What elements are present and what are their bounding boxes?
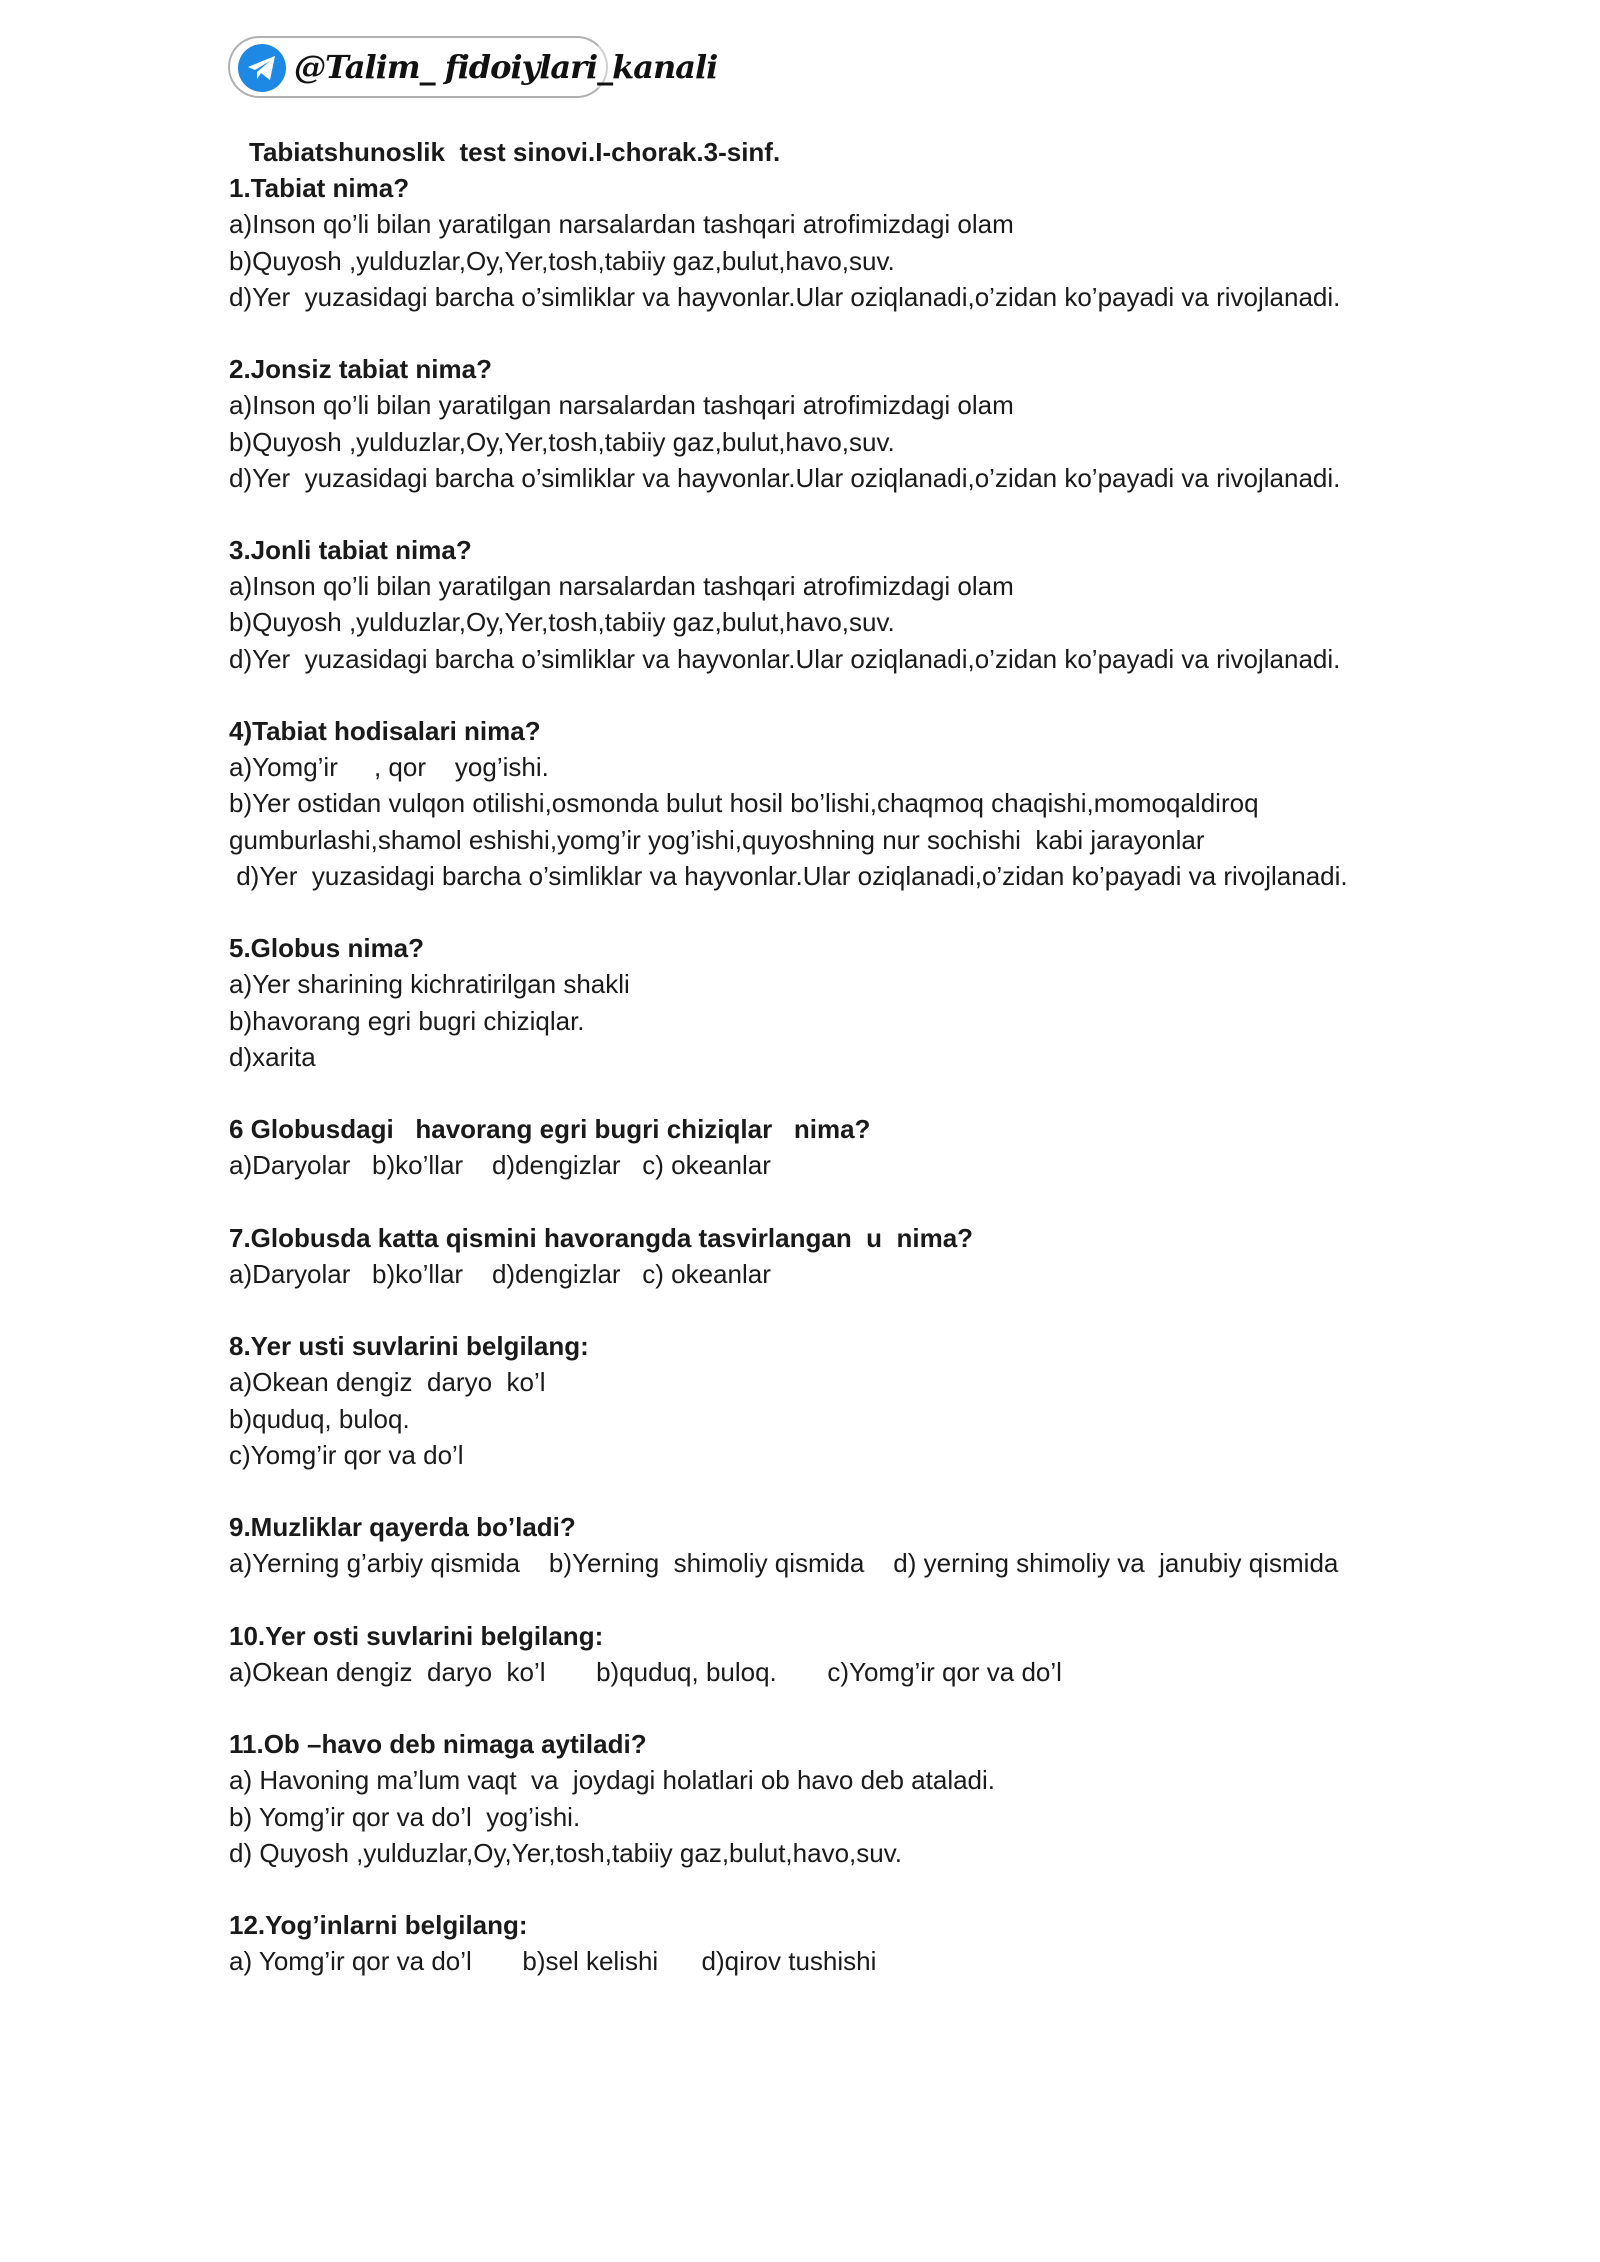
answer-option: a)Daryolar b)ko’llar d)dengizlar c) okeanlar bbox=[229, 1258, 771, 1289]
answer-option: b)quduq, buloq. bbox=[229, 1403, 410, 1434]
answer-option: gumburlashi,shamol eshishi,yomg’ir yog’ishi,quyoshning nur sochishi kabi jarayonlar bbox=[229, 824, 1205, 855]
question-block bbox=[229, 1111, 1429, 1183]
answer-option: b) Yomg’ir qor va do’l yog’ishi. bbox=[229, 1801, 581, 1832]
spacer bbox=[229, 1871, 1429, 1907]
answer-option: b)havorang egri bugri chiziqlar. bbox=[229, 1005, 585, 1036]
question-block bbox=[229, 930, 1429, 1075]
channel-handle: @Talim_ fidoiylari_kanali bbox=[294, 48, 718, 86]
question-text: 6 Globusdagi havorang egri bugri chiziqlar nima? bbox=[229, 1114, 871, 1145]
answer-option: a)Yomg’ir , qor yog’ishi. bbox=[229, 752, 549, 783]
answer-option: a)Yerning g’arbiy qismida b)Yerning shimoliy qismida d) yerning shimoliy va janubiy qismida bbox=[229, 1548, 1339, 1579]
question-text: 9.Muzliklar qayerda bo’ladi? bbox=[229, 1512, 576, 1543]
answer-option: d)Yer yuzasidagi barcha o’simliklar va hayvonlar.Ular oziqlanadi,o’zidan ko’payadi va rivojlanadi. bbox=[229, 860, 1348, 891]
spacer bbox=[229, 1582, 1429, 1618]
answer-option: a)Inson qo’li bilan yaratilgan narsalardan tashqari atrofimizdagi olam bbox=[229, 390, 1014, 421]
answer-option: b)Yer ostidan vulqon otilishi,osmonda bulut hosil bo’lishi,chaqmoq chaqishi,momoqaldiroq bbox=[229, 788, 1259, 819]
spacer bbox=[229, 894, 1429, 930]
answer-option: a)Inson qo’li bilan yaratilgan narsalardan tashqari atrofimizdagi olam bbox=[229, 209, 1014, 240]
question-text: 10.Yer osti suvlarini belgilang: bbox=[229, 1620, 604, 1651]
answer-option: d)xarita bbox=[229, 1041, 316, 1072]
question-block bbox=[229, 351, 1429, 496]
answer-option: b)Quyosh ,yulduzlar,Oy,Yer,tosh,tabiiy gaz,bulut,havo,suv. bbox=[229, 607, 895, 638]
document-title: Tabiatshunoslik test sinovi.I-chorak.3-sinf. bbox=[249, 137, 781, 167]
answer-option: a)Okean dengiz daryo ko’l bbox=[229, 1367, 546, 1398]
question-text: 4)Tabiat hodisalari nima? bbox=[229, 716, 541, 746]
question-block bbox=[229, 170, 1429, 315]
answer-option: d)Yer yuzasidagi barcha o’simliklar va hayvonlar.Ular oziqlanadi,o’zidan ko’payadi va rivojlanadi. bbox=[229, 643, 1341, 674]
question-text: 11.Ob –havo deb nimaga aytiladi? bbox=[229, 1729, 647, 1760]
spacer bbox=[229, 1292, 1429, 1328]
spacer bbox=[229, 496, 1429, 532]
spacer bbox=[229, 677, 1429, 713]
question-text: 8.Yer usti suvlarini belgilang: bbox=[229, 1331, 589, 1362]
question-text: 12.Yog’inlarni belgilang: bbox=[229, 1910, 528, 1941]
spacer bbox=[229, 315, 1429, 351]
answer-option: a) Havoning ma’lum vaqt va joydagi holatlari ob havo deb ataladi. bbox=[229, 1765, 996, 1796]
question-block bbox=[229, 1220, 1429, 1292]
answer-option: a)Okean dengiz daryo ko’l b)quduq, buloq. c)Yomg’ir qor va do’l bbox=[229, 1656, 1062, 1687]
question-block bbox=[229, 1618, 1429, 1690]
answer-option: c)Yomg’ir qor va do’l bbox=[229, 1439, 464, 1470]
question-block bbox=[229, 713, 1429, 894]
spacer bbox=[229, 1075, 1429, 1111]
question-block bbox=[229, 532, 1429, 677]
question-text: 3.Jonli tabiat nima? bbox=[229, 535, 472, 566]
spacer bbox=[229, 1690, 1429, 1726]
answer-option: a)Daryolar b)ko’llar d)dengizlar c) okeanlar bbox=[229, 1150, 771, 1181]
question-text: 2.Jonsiz tabiat nima? bbox=[229, 354, 492, 385]
answer-option: a) Yomg’ir qor va do’l b)sel kelishi d)qirov tushishi bbox=[229, 1946, 877, 1977]
answer-option: a)Inson qo’li bilan yaratilgan narsalardan tashqari atrofimizdagi olam bbox=[229, 571, 1014, 602]
spacer bbox=[229, 1183, 1429, 1219]
answer-option: d)Yer yuzasidagi barcha o’simliklar va hayvonlar.Ular oziqlanadi,o’zidan ko’payadi va rivojlanadi. bbox=[229, 281, 1341, 312]
answer-option: a)Yer sharining kichratirilgan shakli bbox=[229, 969, 630, 1000]
question-text: 1.Tabiat nima? bbox=[229, 173, 410, 204]
channel-logo bbox=[228, 36, 718, 98]
question-block bbox=[229, 1328, 1429, 1473]
answer-option: b)Quyosh ,yulduzlar,Oy,Yer,tosh,tabiiy gaz,bulut,havo,suv. bbox=[229, 245, 895, 276]
answer-option: b)Quyosh ,yulduzlar,Oy,Yer,tosh,tabiiy gaz,bulut,havo,suv. bbox=[229, 426, 895, 457]
question-text: 5.Globus nima? bbox=[229, 933, 425, 964]
question-block bbox=[229, 1509, 1429, 1581]
question-block bbox=[229, 1726, 1429, 1871]
question-text: 7.Globusda katta qismini havorangda tasvirlangan u nima? bbox=[229, 1222, 974, 1253]
question-block bbox=[229, 1907, 1429, 1979]
spacer bbox=[229, 1473, 1429, 1509]
answer-option: d)Yer yuzasidagi barcha o’simliklar va hayvonlar.Ular oziqlanadi,o’zidan ko’payadi va rivojlanadi. bbox=[229, 462, 1341, 493]
answer-option: d) Quyosh ,yulduzlar,Oy,Yer,tosh,tabiiy gaz,bulut,havo,suv. bbox=[229, 1837, 903, 1868]
telegram-icon bbox=[238, 44, 286, 92]
test-content bbox=[229, 134, 1429, 1980]
